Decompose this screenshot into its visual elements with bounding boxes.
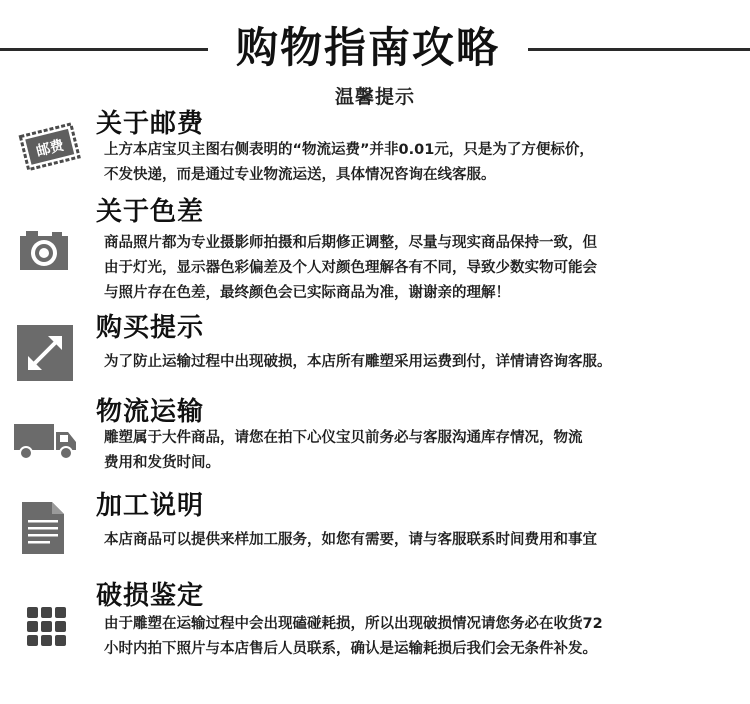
text-line: 商品照片都为专业摄影师拍摄和后期修正调整，尽量与现实商品保持一致，但	[104, 235, 597, 251]
page-subtitle: 温馨提示	[334, 86, 415, 108]
text-line: 与照片存在色差，最终颜色会已实际商品为准，谢谢亲的理解！	[104, 285, 510, 301]
section-text-postage	[104, 138, 740, 188]
section-title-color-difference: 关于色差	[96, 197, 205, 227]
section-text-color-difference	[104, 231, 740, 306]
header-divider-left	[0, 48, 208, 51]
page-title: 购物指南攻略	[235, 23, 500, 72]
text-line: 由于雕塑在运输过程中会出现磕碰耗损，所以出现破损情况请您务必在收货72	[104, 616, 603, 632]
page-header	[0, 0, 750, 110]
section-processing	[0, 490, 750, 570]
text-line: 小时内拍下照片与本店售后人员联系，确认是运输耗损后我们会无条件补发。	[104, 641, 597, 657]
text-line: 为了防止运输过程中出现破损，本店所有雕塑采用运费到付，详情请咨询客服。	[104, 354, 612, 370]
section-title-purchase-tip: 购买提示	[96, 313, 205, 343]
resize-arrow-icon	[16, 324, 74, 386]
section-title-damage-assessment: 破损鉴定	[96, 581, 205, 611]
section-purchase-tip	[0, 312, 750, 392]
text-line: 本店商品可以提供来样加工服务，如您有需要，请与客服联系时间费用和事宜	[104, 532, 597, 548]
truck-icon	[12, 420, 78, 466]
section-title-processing: 加工说明	[96, 491, 205, 521]
section-logistics	[0, 396, 750, 486]
text-line: 雕塑属于大件商品，请您在拍下心仪宝贝前务必与客服沟通库存情况，物流	[104, 430, 583, 446]
section-title-postage: 关于邮费	[96, 109, 205, 139]
document-icon	[18, 500, 68, 560]
header-divider-right	[528, 48, 750, 51]
postage-stamp-icon	[14, 120, 84, 180]
svg-text:邮费: 邮费	[34, 137, 66, 160]
text-line: 费用和发货时间。	[104, 455, 220, 471]
section-color-difference	[0, 196, 750, 306]
camera-icon	[18, 228, 70, 276]
section-damage-assessment	[0, 580, 750, 690]
text-line: 不发快递，而是通过专业物流运送，具体情况咨询在线客服。	[104, 167, 496, 183]
section-text-damage-assessment	[104, 612, 740, 662]
section-text-processing	[104, 528, 740, 553]
section-postage	[0, 108, 750, 198]
text-line: 上方本店宝贝主图右侧表明的“物流运费”并非0.01元，只是为了方便标价，	[104, 142, 594, 158]
text-line: 由于灯光，显示器色彩偏差及个人对颜色理解各有不同，导致少数实物可能会	[104, 260, 597, 276]
section-text-purchase-tip	[104, 350, 740, 375]
grid-icon	[26, 606, 68, 652]
section-title-logistics: 物流运输	[96, 397, 205, 427]
section-text-logistics	[104, 426, 740, 476]
